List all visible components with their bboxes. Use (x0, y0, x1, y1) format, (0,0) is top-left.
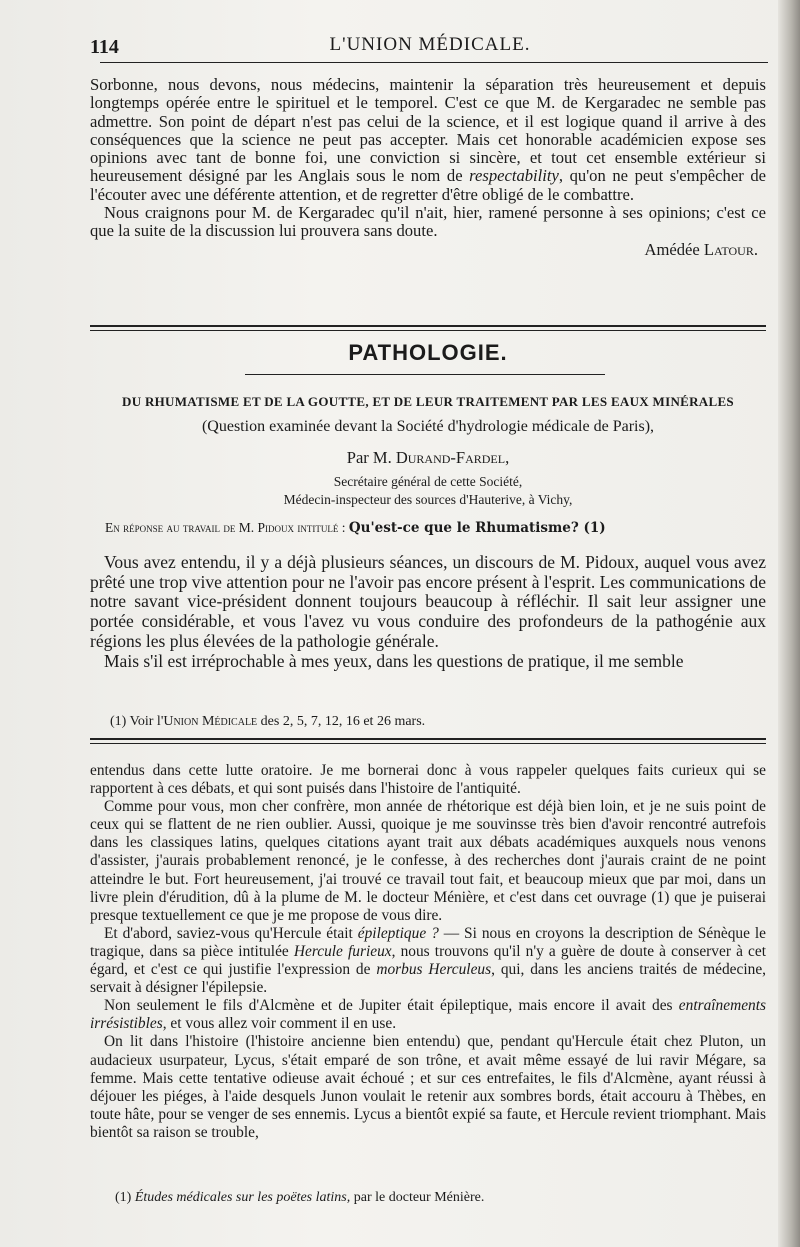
continuation-paragraph-4: Non seulement le fils d'Alcmène et de Jupiter était épileptique, mais encore il avait des entraînements irrésistibles, et vous allez voir comment il en use. (90, 997, 766, 1033)
section-title-rule (245, 374, 605, 375)
page-number: 114 (90, 36, 119, 58)
section-title: PATHOLOGIE. (348, 340, 508, 365)
article-subtitle: (Question examinée devant la Société d'hydrologie médicale de Paris), (201, 418, 655, 435)
page-header (90, 34, 770, 60)
respectability-term: respectability (469, 166, 559, 186)
header-rule (100, 62, 768, 63)
signature: Amédée Latour. (644, 239, 758, 259)
fold-divider (90, 738, 766, 744)
intro-text (90, 76, 766, 259)
footnote-1: (1) Voir l'Union Médicale des 2, 5, 7, 12, 16 et 26 mars. (110, 714, 426, 729)
article-paragraph-1: Vous avez entendu, il y a déjà plusieurs séances, un discours de M. Pidoux, auquel vous avez prêté une trop vive attention pour ne l'avoir pas encore présent à l'esprit. Les communications de notre savant vice-président donnent toujours beaucoup à réfléchir. Il sait leur assigner une portée considérable, et vous l'avez vu vous conduire des profondeurs de la pathogénie aux régions les plus élevées de la pathologie générale. (90, 552, 766, 651)
response-title: Qu'est-ce que le Rhumatisme? (1) (348, 520, 606, 536)
continuation-text (90, 762, 766, 1142)
continuation-paragraph-1: entendus dans cette lutte oratoire. Je me bornerai donc à vous rappeler quelques faits curieux qui se rapportent à ces débats, et qui sont puisés dans l'histoire de l'antiquité. (90, 762, 766, 798)
section-divider (90, 325, 766, 331)
continuation-paragraph-3: Et d'abord, saviez-vous qu'Hercule était épileptique ? — Si nous en croyons la description de Sénèque le tragique, dans sa pièce intitulée Hercule furieux, nous trouvons qu'il n'y a guère de doute à conserver à cet égard, et c'est ce qui justifie l'expression de morbus Herculeus, qui, dans les anciens traités de médecine, servait à désigner l'épilepsie. (90, 924, 766, 997)
continuation-paragraph-2: Comme pour vous, mon cher confrère, mon année de rhétorique est déjà bien loin, et je ne suis point de ceux qui se flattent de ne rien oublier. Aussi, quoique je me souvinsse très bien d'avoir rencontré autrefois dans les classiques latins, quelques citations ayant trait aux débats académiques auxquels nous venons d'assister, j'aurais probablement renoncé, je le confesse, à des recherches dont j'aurais craint de ne point atteindre le but. Fort heureusement, j'ai trouvé ce travail tout fait, et beaucoup mieux que par moi, dans un livre plein d'érudition, dû à la plume de M. le docteur Ménière, et c'est dans cet ouvrage (1) que je puiserai presque textuellement ce que je me propose de vous dire. (90, 798, 766, 924)
continuation-paragraph-5: On lit dans l'histoire (l'histoire ancienne bien entendu) que, pendant qu'Hercule était chez Pluton, un audacieux usurpateur, Lycus, s'était emparé de son trône, et avait même essayé de lui ravir Mégare, sa femme. Mais cette tentative odieuse avait échoué ; et sur ces entrefaites, le fils d'Alcmène, ayant réussi à déjouer les piéges, à l'aide desquels Junon voulait le retenir aux sombres bords, était accouru à Thèbes, en toute hâte, pour se venger de ses ennemis. Lycus a bientôt expié sa faute, et Hercule revient triomphant. Mais bientôt sa raison se trouble, (90, 1033, 766, 1141)
article-paragraph-2: Mais s'il est irréprochable à mes yeux, dans les questions de pratique, il me semble (104, 650, 684, 671)
intro-paragraph-2: Nous craignons pour M. de Kergaradec qu'il n'ait, hier, ramené personne à ses opinions; c'est ce que la suite de la discussion lui prouvera sans doute. (90, 203, 766, 241)
intro-paragraph-1: Sorbonne, nous devons, nous médecins, maintenir la séparation très heureusement et depuis longtemps opérée entre le spirituel et le temporel. C'est ce que M. de Kergaradec ne semble pas admettre. Son point de départ n'est pas celui de la science, et il est logique quand il arrive à des conséquences que la science ne peut pas accepter. Mais cet honorable académicien expose ses opinions avec tant de bonne foi, une conviction si sincère, et tout cet ensemble extérieur si heureusement désigné par les Anglais sous le nom de respectability, qu'on ne peut s'empêcher de l'écouter avec une déférente attention, et de regretter d'être obligé de le combattre. (90, 75, 766, 204)
article-body (90, 553, 766, 671)
footnote-2: (1) Études médicales sur les poëtes latins, par le docteur Ménière. (115, 1190, 485, 1205)
running-title: L'UNION MÉDICALE. (329, 34, 531, 55)
author-role-1: Secrétaire général de cette Société, (333, 474, 523, 489)
article-author: Par M. Durand-Fardel, (346, 448, 510, 467)
author-role-2: Médecin-inspecteur des sources d'Hauterive, à Vichy, (283, 492, 573, 507)
response-heading: En réponse au travail de M. Pidoux intitulé : Qu'est-ce que le Rhumatisme? (1) (105, 520, 606, 536)
article-title: DU RHUMATISME ET DE LA GOUTTE, ET DE LEUR TRAITEMENT PAR LES EAUX MINÉRALES (122, 394, 734, 409)
book-spine-shadow (778, 0, 800, 1247)
